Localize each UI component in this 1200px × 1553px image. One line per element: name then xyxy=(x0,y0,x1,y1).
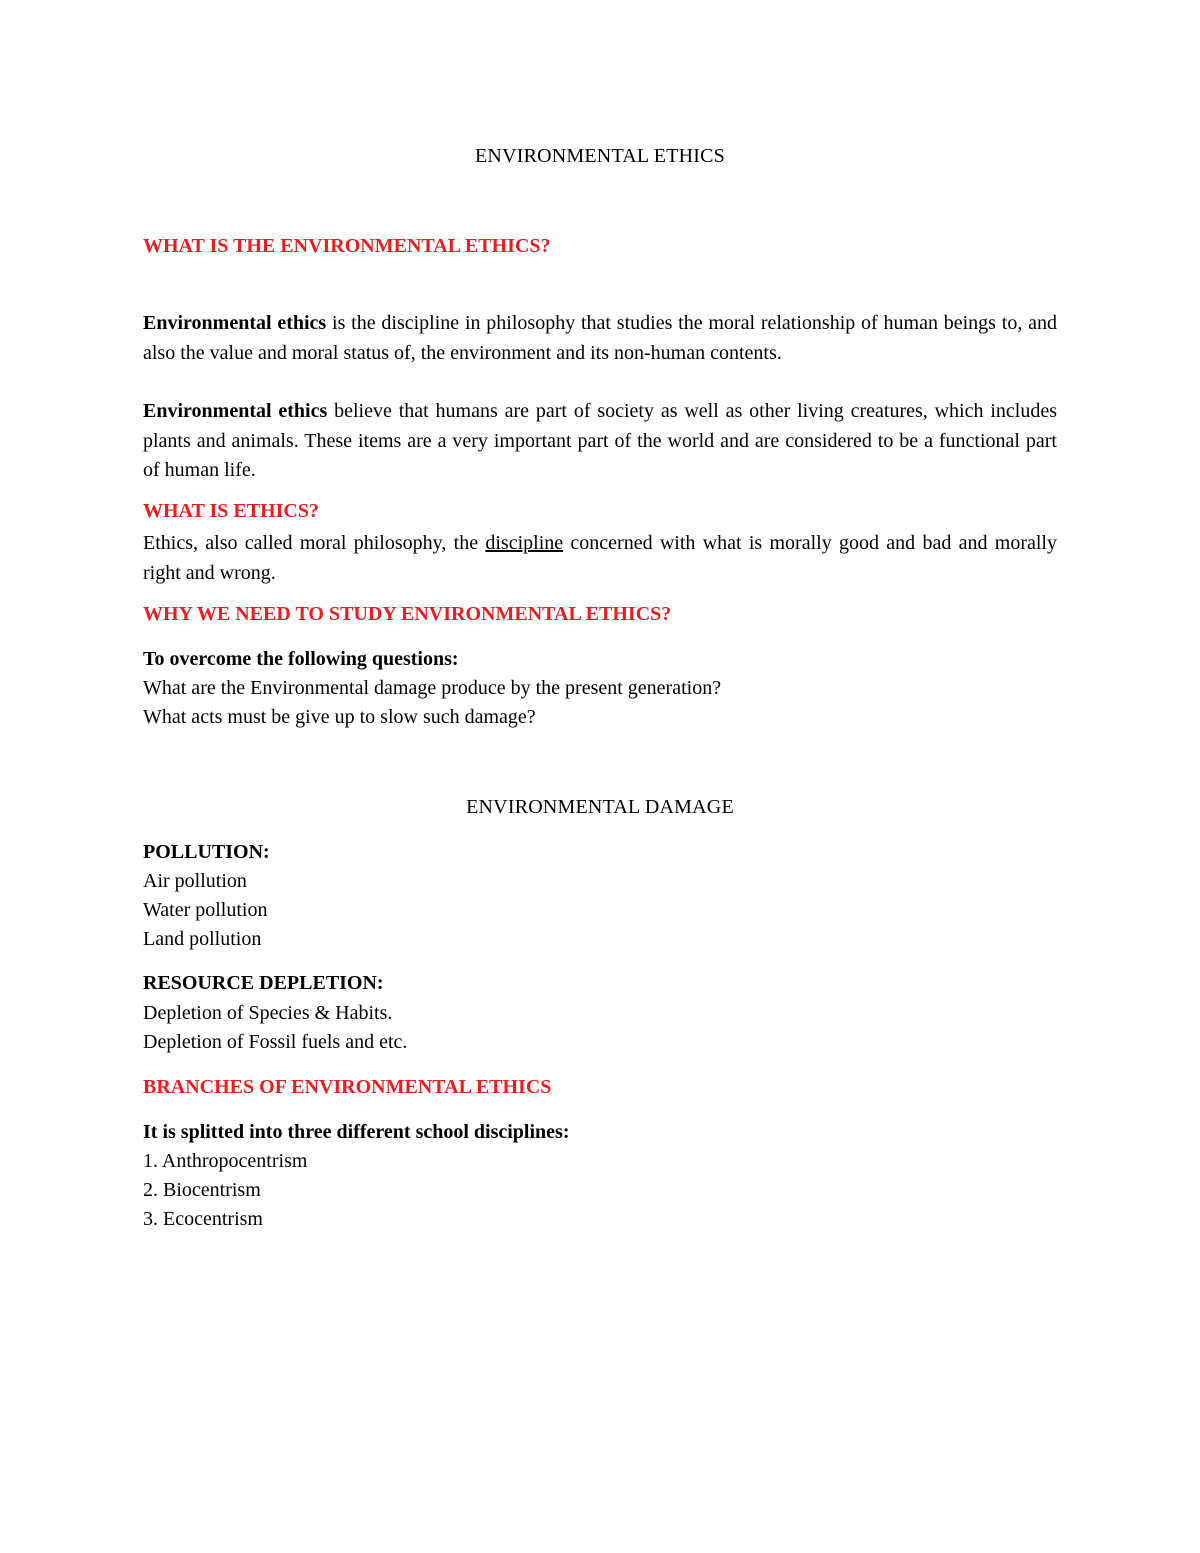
link-discipline[interactable]: discipline xyxy=(485,532,564,554)
branch-item: 1. Anthropocentrism xyxy=(143,1150,308,1172)
belief-text: believe that humans are part of society as well as other living creatures, which includes plants and animals. These items are a very important part of the world and are considered to be a functional part of human life. xyxy=(143,400,1057,481)
document-title: ENVIRONMENTAL ETHICS xyxy=(475,145,725,167)
heading-branches: BRANCHES OF ENVIRONMENTAL ETHICS xyxy=(143,1076,552,1098)
paragraph-definition xyxy=(143,309,1057,368)
heading-what-is-environmental-ethics: WHAT IS THE ENVIRONMENTAL ETHICS? xyxy=(143,235,551,257)
paragraph-belief xyxy=(143,397,1057,486)
question-item: What are the Environmental damage produce by the present generation? xyxy=(143,677,722,699)
depletion-item: Depletion of Fossil fuels and etc. xyxy=(143,1031,408,1053)
term-environmental-ethics: Environmental ethics xyxy=(143,312,327,334)
ethics-text-start: Ethics, also called moral philosophy, the xyxy=(143,532,486,554)
subheading-disciplines: It is splitted into three different school disciplines: xyxy=(143,1121,570,1143)
depletion-item: Depletion of Species & Habits. xyxy=(143,1002,393,1024)
branch-item: 2. Biocentrism xyxy=(143,1179,261,1201)
definition-text: is the discipline in philosophy that studies the moral relationship of human beings to, and also the value and moral status of, the environment and its non-human contents. xyxy=(143,312,1057,364)
heading-what-is-ethics: WHAT IS ETHICS? xyxy=(143,500,319,522)
branch-item: 3. Ecocentrism xyxy=(143,1208,263,1230)
pollution-item: Water pollution xyxy=(143,899,268,921)
pollution-item: Land pollution xyxy=(143,928,262,950)
pollution-item: Air pollution xyxy=(143,870,247,892)
heading-why-study: WHY WE NEED TO STUDY ENVIRONMENTAL ETHICS? xyxy=(143,603,672,625)
heading-resource-depletion: RESOURCE DEPLETION: xyxy=(143,972,384,994)
term-environmental-ethics-2: Environmental ethics xyxy=(143,400,328,422)
heading-pollution: POLLUTION: xyxy=(143,841,270,863)
paragraph-ethics-definition xyxy=(143,529,1057,588)
subheading-overcome-questions: To overcome the following questions: xyxy=(143,648,459,670)
section-title-environmental-damage: ENVIRONMENTAL DAMAGE xyxy=(466,796,734,818)
ethics-text-end: concerned with what is morally good and bad and morally right and wrong. xyxy=(143,532,1057,584)
question-item: What acts must be give up to slow such damage? xyxy=(143,706,536,728)
